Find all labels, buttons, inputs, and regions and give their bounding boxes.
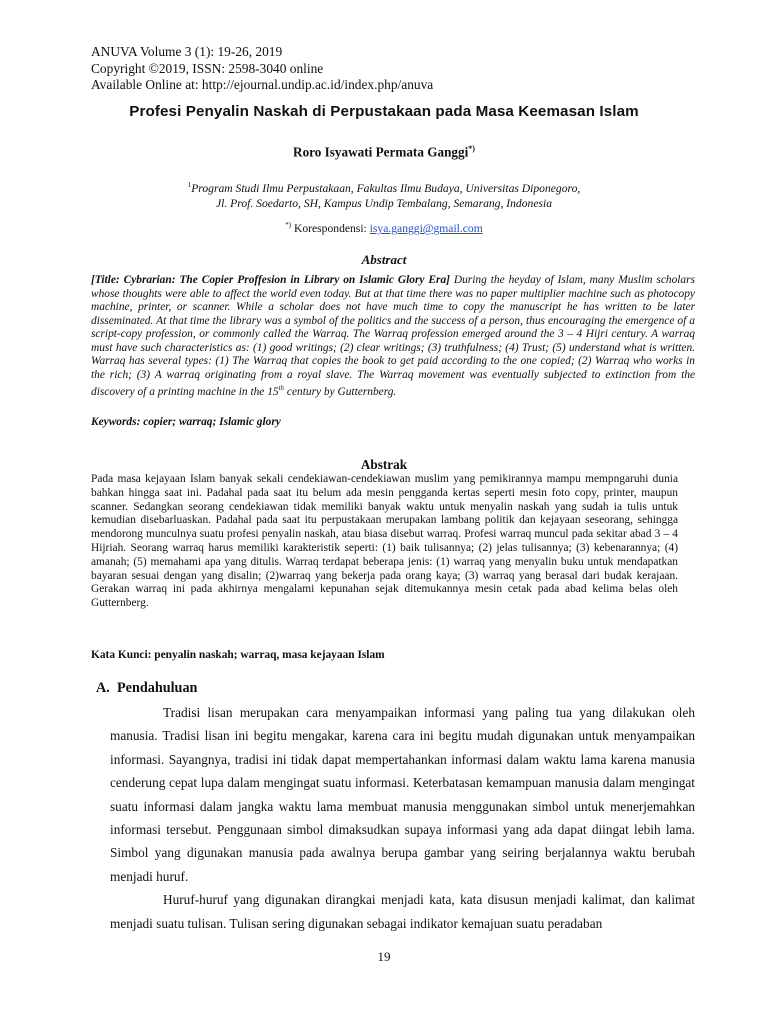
abstrak-heading: Abstrak — [360, 457, 408, 472]
section-number: A. — [96, 680, 110, 696]
correspondence-mark: *) — [285, 221, 292, 229]
section-title: Pendahuluan — [117, 680, 198, 696]
affiliation — [0, 178, 768, 211]
keywords-english: Keywords: copier; warraq; Islamic glory — [91, 416, 281, 428]
abstract-heading: Abstract — [361, 252, 407, 267]
correspondence-label: Korespondensi: — [293, 221, 367, 235]
paragraph: Tradisi lisan merupakan cara menyampaikan informasi yang paling tua yang dilakukan oleh manusia. Tradisi lisan ini begitu mengakar, karena cara ini begitu mudah digunakan untuk menyampaikan informasi. Sayangnya, tradisi ini tidak dapat mempertahankan informasi dalam waktu lama karena manusia cenderung cepat lupa dalam mengingat suatu informasi. Keterbatasan kemampuan manusia dalam mengingat suatu informasi dalam jangka waktu lama membuat manusia menggunakan simbol untuk menerjemahkan informasi tersebut. Penggunaan simbol dimaksudkan supaya informasi yang ada dapat diingat lebih lama. Simbol yang digunakan manusia pada awalnya berupa gambar yang seiring berjalannya waktu berubah menjadi huruf. — [110, 705, 695, 884]
abstract-title-tag: [Title: Cybrarian: The Copier Proffesion in Library on Islamic Glory Era] — [91, 274, 450, 286]
author-line — [0, 144, 768, 160]
correspondence — [0, 221, 768, 235]
abstract-english: [Title: Cybrarian: The Copier Proffesion in Library on Islamic Glory Era] During the heyday of Islam, many Muslim scholars whose thoughts were able to affect the world even today. But at that time there was no paper multiplier machine such as photocopy machine, printer, or scanner. While a scholar does not have much time to copy the manuscript he has written to be later disseminated. At that time the library was a symbol of the politics and the success of a person, thus encouraging the emergence of a script-copy profession, or commonly called the Warraq. The Warraq profession emerged around the 3 – 4 Hijri century. A warraq must have such characteristics as: (1) good writings; (2) clear writings; (3) truthfulness; (4) Trust; (5) understand what is written. Warraq has several types: (1) The Warraq that copies the book to get paid according to the one copied; (2) Warraq who works in the rich; (3) A warraq originating from a royal slave. The Warraq movement was eventually subjected to extinction from the discovery of a printing machine in the 15th century by Gutternberg. — [91, 274, 695, 398]
affiliation-line-1: $^1$Program Studi Ilmu Perpustakaan, Fakultas Ilmu Budaya, Universitas Diponegoro, — [187, 181, 581, 195]
paragraph: Huruf-huruf yang digunakan dirangkai menjadi kata, kata disusun menjadi kalimat, dan kalimat menjadi suatu tulisan. Tulisan sering digunakan sebagai indikator kemajuan suatu peradaban — [110, 892, 695, 931]
section-heading — [96, 680, 197, 697]
section-body — [110, 701, 695, 935]
journal-copyright: Copyright ©2019, ISSN: 2598-3040 online — [91, 60, 324, 76]
journal-volume: ANUVA Volume 3 (1): 19-26, 2019 — [91, 44, 283, 59]
author-mark: *) — [468, 144, 475, 153]
keywords-indonesian: Kata Kunci: penyalin naskah; warraq, masa kejayaan Islam — [91, 649, 385, 661]
affiliation-line-2: Jl. Prof. Soedarto, SH, Kampus Undip Tembalang, Semarang, Indonesia — [216, 196, 552, 210]
abstrak-indonesian: Pada masa kejayaan Islam banyak sekali cendekiawan-cendekiawan muslim yang pemikirannya mampu mempngaruhi dunia bahkan hingga saat ini. Padahal pada saat itu belum ada mesin pengganda kertas seperti mesin foto copy, printer, maupun scanner. Sedangkan seorang cendekiawan tidak memiliki banyak waktu untuk menyalin naskah yang sudah ia tulis untuk kemudian disebarluaskan. Padahal pada saat itu perpustakaan merupakan lambang politik dan kejayaan seseorang, sehingga mendorong munculnya suatu profesi penyalin naskah, atau biasa disebut warraq. Profesi warraq muncul pada sekitar abad 3 – 4 Hijriah. Seorang warraq harus memiliki karakteristik seperti: (1) baik tulisannya; (2) jelas tulisannya; (3) kebenarannya; (4) amanah; (5) memahami apa yang ditulis. Warraq terdapat beberapa jenis: (1) warraq yang menyalin buku untuk mendapatkan bayaran sesuai dengan yang disalin; (2)warraq yang bekerja pada orang kaya; (3) warraq yang berasal dari budak kerajaan. Gerakan warraq ini pada akhirnya mengalami kepunahan sejak ditemukannya mesin cetak pada abad kelima belas oleh Gutternberg. — [91, 473, 678, 610]
paper-title: Profesi Penyalin Naskah di Perpustakaan pada Masa Keemasan Islam — [129, 103, 639, 120]
journal-url: Available Online at: http://ejournal.undip.ac.id/index.php/anuva — [91, 77, 434, 92]
correspondence-email-link[interactable]: isya.ganggi@gmail.com — [369, 221, 483, 235]
page-number: 19 — [377, 949, 391, 964]
journal-header — [91, 44, 433, 94]
author-name: Roro Isyawati Permata Ganggi — [293, 144, 469, 160]
affiliation-mark: 1 — [187, 181, 192, 189]
